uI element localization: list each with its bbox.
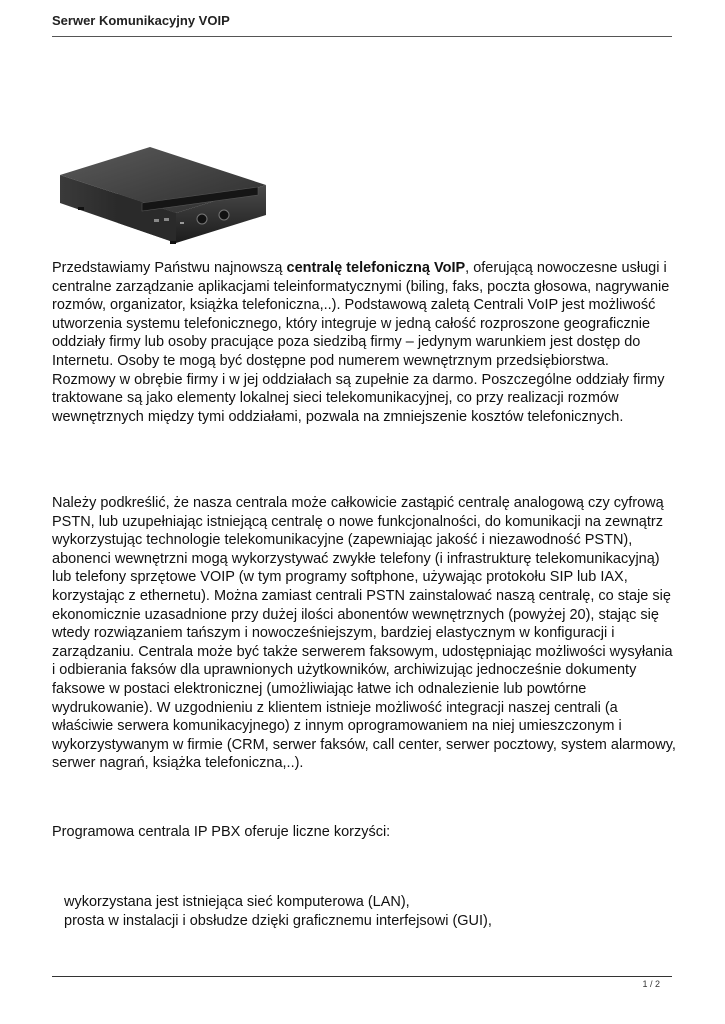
page-number: 1 / 2 — [642, 979, 660, 989]
list-item-text: prosta w instalacji i obsłudze dzięki graficznemu interfejsowi (GUI), — [64, 912, 492, 929]
intro-text-end: , oferującą nowoczesne usługi i centralne zarządzanie aplikacjami teleinformatycznymi (biling, faks, poczta głosowa, nagrywanie rozmów, organizator, książka telefoniczna,..). Podstawową zaletą Centrali VoIP jest możliwość utworzenia systemu telefonicznego, który integruje w jedną całość rozproszone geograficznie oddziały firmy lub osoby pracujące poza siedzibą firmy – jedynym warunkiem jest dostęp do Internetu. Osoby te mogą być dostępne pod numerem wewnętrznym przedsiębiorstwa. Rozmowy w obrębie firmy i w jej oddziałach są zupełnie za darmo. Poszczególne oddziały firmy traktowane są jako elementy lokalnej sieci telekomunikacyjnej, co przy realizacji rozmów wewnętrznych między tymi oddziałami, pozwala na zmniejszenie kosztów telefonicznych. — [52, 260, 670, 425]
intro-paragraph — [52, 259, 676, 426]
replacement-paragraph — [52, 494, 676, 773]
replacement-text: Należy podkreślić, że nasza centrala może całkowicie zastąpić centralę analogową czy cyfrową PSTN, lub uzupełniając istniejącą centralę o nowe funkcjonalności, do komunikacji na zewnątrz wykorzystując technologie telekomunikacyjne (zapewniając jakość i niezawodność PSTN), abonenci wewnętrzni mogą wykorzystywać zwykłe telefony (i infrastrukturę telekomunikacyjną) lub telefony sprzętowe VOIP (w tym programy softphone, używając protokołu SIP lub IAX, korzystając z ethernetu). Można zamiast centrali PSTN zainstalować naszą centralę, co staje się ekonomicznie uzasadnione przy dużej ilości abonentów wewnętrznych (powyżej 20), stając się wtedy rozwiązaniem tańszym i nowocześniejszym, bardziej elastycznym w konfiguracji i zarządzaniu. Centrala może być także serwerem faksowym, udostępniając możliwości wysyłania i odbierania faksów dla uprawnionych użytkowników, archiwizując jednocześnie dokumenty faksowe w postaci elektronicznej (umożliwiając łatwe ich odnalezienie lub powtórne wydrukowanie). W uzgodnieniu z klientem istnieje możliwość integracji naszej centrali (a właściwie serwera komunikacyjnego) z innym oprogramowaniem na niej umieszczonym i wykorzystywanym w firmie (CRM, serwer faksów, call center, serwer pocztowy, system alarmowy, serwer nagrań, książka telefoniczna,..). — [52, 495, 676, 772]
benefits-intro-text: Programowa centrala IP PBX oferuje liczne korzyści: — [52, 824, 391, 840]
intro-text-start: Przedstawiamy Państwu najnowszą — [52, 260, 287, 276]
benefits-list — [52, 893, 676, 930]
list-item — [52, 893, 676, 912]
intro-bold-text: centralę telefoniczną VoIP — [286, 260, 466, 276]
page-footer — [52, 976, 672, 989]
page-header — [52, 12, 672, 37]
list-item-text: wykorzystana jest istniejąca sieć komputerowa (LAN), — [64, 894, 410, 910]
voip-server-device-image — [58, 145, 268, 245]
list-item — [52, 912, 676, 931]
page-title: Serwer Komunikacyjny VOIP — [52, 13, 230, 28]
benefits-intro-paragraph — [52, 823, 676, 842]
